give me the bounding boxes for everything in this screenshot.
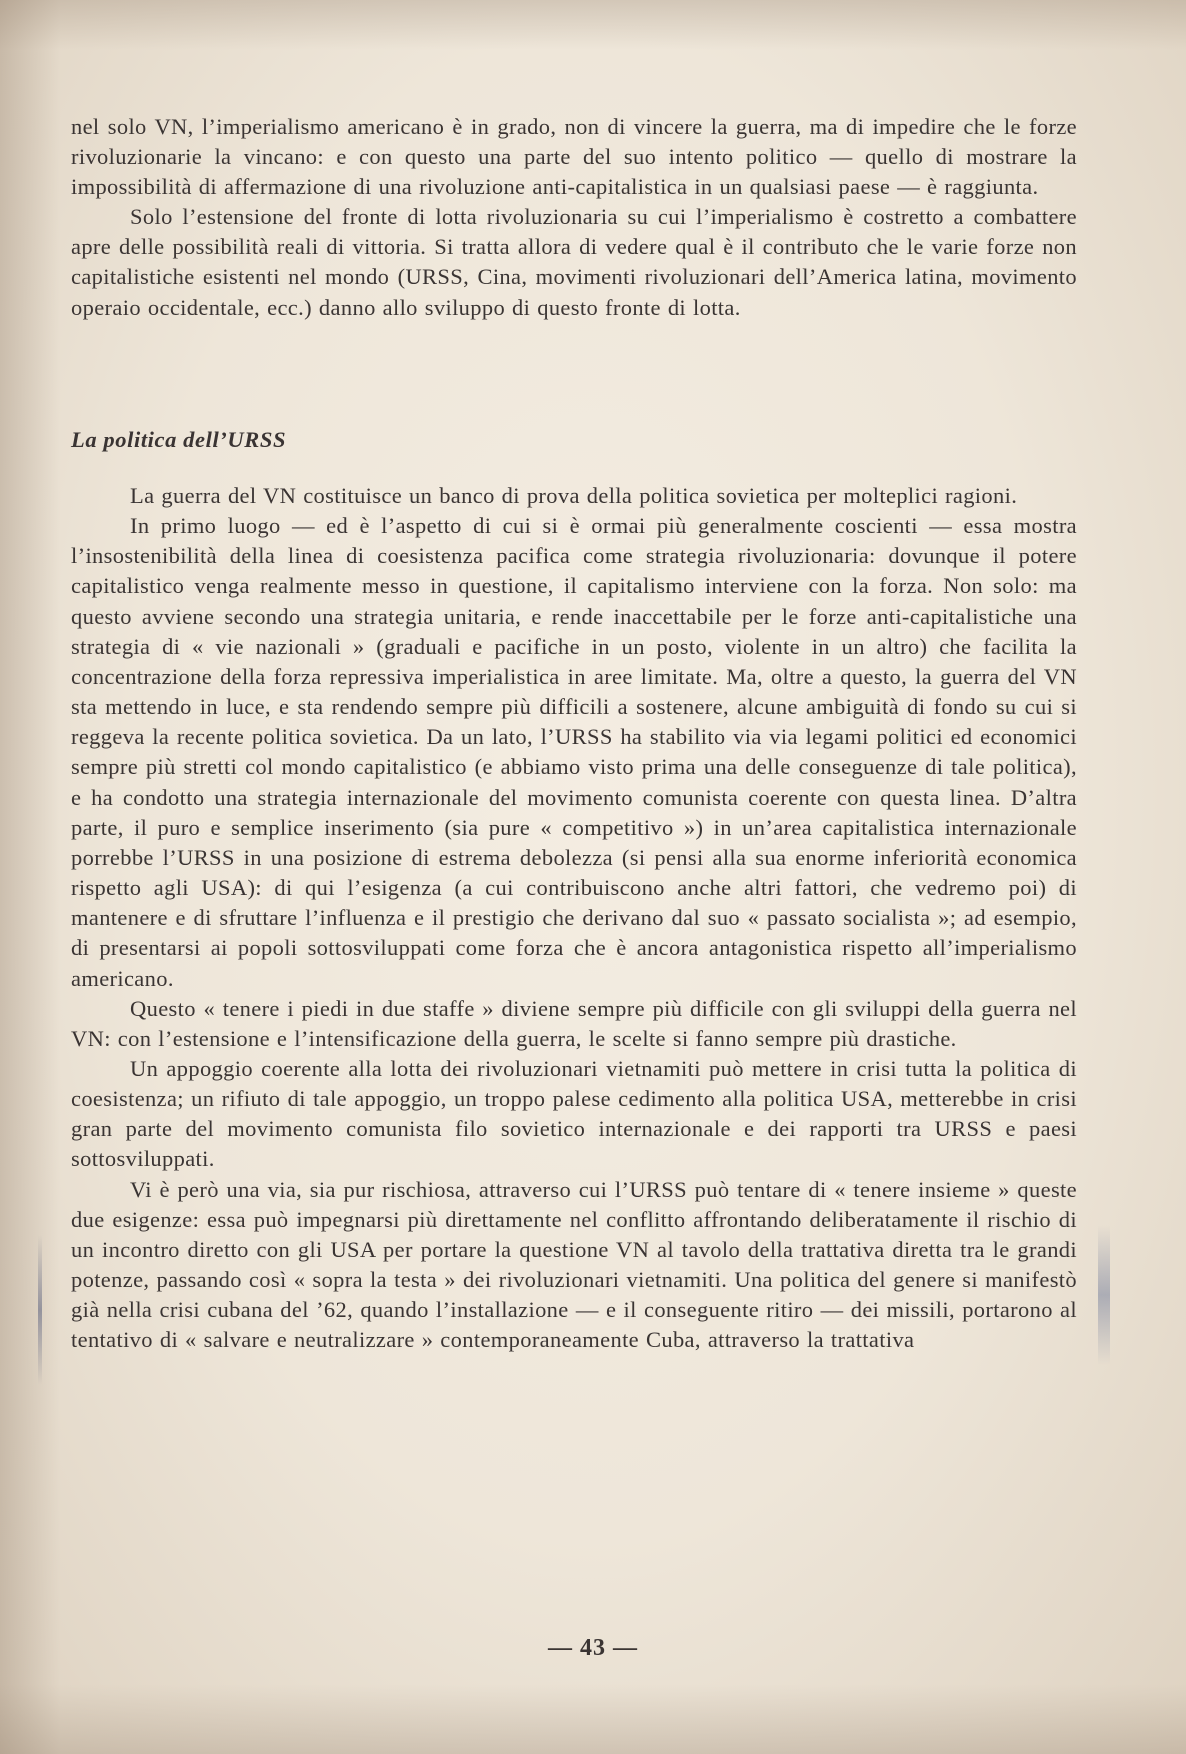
- paragraph-fronte-di-lotta: Solo l’estensione del fronte di lotta rivoluzionaria su cui l’imperialismo è costretto a combattere apre delle possibilità reali di vittoria. Si tratta allora di vedere qual è il contributo che le varie forze non capitalistiche esistenti nel mondo (URSS, Cina, movimenti rivoluzionari dell’America latina, movimento operaio occidentale, ecc.) danno allo sviluppo di questo fronte di lotta.: [71, 204, 1077, 320]
- paragraph-appoggio-coerente: Un appoggio coerente alla lotta dei rivoluzionari vietnamiti può mettere in crisi tutta la politica di coesistenza; un rifiuto di tale appoggio, un troppo palese cedimento alla politica USA, metterebbe in crisi gran parte del movimento comunista filo sovietico internazionale e dei rapporti tra URSS e paesi sottosviluppati.: [71, 1055, 1077, 1172]
- section-text-block: [71, 481, 1077, 1356]
- paragraph-una-via: Vi è però una via, sia pur rischiosa, attraverso cui l’URSS può tentare di « tenere insieme » queste due esigenze: essa può impegnarsi più direttamente nel conflitto affrontando deliberatamente il rischio di un incontro diretto con gli USA per portare la questione VN al tavolo della trattativa diretta tra le grandi potenze, passando così « sopra la testa » dei rivoluzionari vietnamiti. Una politica del genere si manifestò già nella crisi cubana del ’62, quando l’installazione — e il conseguente ritiro — dei missili, portarono al tentativo di « salvare e neutralizzare » contemporaneamente Cuba, attraverso la trattativa: [71, 1176, 1077, 1353]
- paragraph-in-primo-luogo: In primo luogo — ed è l’aspetto di cui si è ormai più generalmente coscienti — essa mostra l’insostenibilità della linea di coesistenza pacifica come strategia rivoluzionaria: dovunque il potere capitalistico venga realmente messo in questione, il capitalismo interviene con la forza. Non solo: ma questo avviene secondo una strategia unitaria, e rende inaccettabile per le forze anti-capitalistiche una strategia di « vie nazionali » (graduali e pacifiche in un posto, violente in un altro) che facilita la concentrazione della forza repressiva imperialistica in aree limitate. Ma, oltre a questo, la guerra del VN sta mettendo in luce, e sta rendendo sempre più difficili a sostenere, alcune ambiguità di fondo su cui si reggeva la recente politica sovietica. Da un lato, l’URSS ha stabilito via via legami politici ed economici sempre più stretti col mondo capitalistico (e abbiamo visto prima una delle conseguenze di tale politica), e ha condotto una strategia internazionale del movimento comunista coerente con questa linea. D’altra parte, il puro e semplice inserimento (sia pure « competitivo ») in un’area capitalistica internazionale porrebbe l’URSS in una posizione di estrema debolezza (si pensi alla sua enorme inferiorità economica rispetto agli USA): di qui l’esigenza (a cui contribuiscono anche altri fattori, che vedremo poi) di mantenere e di sfruttare l’influenza e il prestigio che derivano dal suo « passato socialista »; ad esempio, di presentarsi ai popoli sottosviluppati come forza che è ancora antagonistica rispetto all’imperialismo americano.: [71, 513, 1077, 991]
- left-edge-shadow: [0, 0, 60, 1754]
- right-margin-pencil-mark: [1098, 1225, 1110, 1365]
- bottom-edge-shadow: [0, 1684, 1186, 1754]
- intro-text-block: [71, 112, 1077, 323]
- left-margin-pencil-mark: [38, 1235, 42, 1385]
- paragraph-continuation: nel solo VN, l’imperialismo americano è in grado, non di vincere la guerra, ma di impedire che le forze rivoluzionarie la vincano: e con questo una parte del suo intento politico — quello di mostrare la impossibilità di affermazione di una rivoluzione anti-capitalistica in un qualsiasi paese — è raggiunta.: [71, 114, 1077, 200]
- page-number: — 43 —: [548, 1635, 638, 1661]
- paragraph-due-staffe: Questo « tenere i piedi in due staffe » diviene sempre più difficile con gli sviluppi della guerra nel VN: con l’estensione e l’intensificazione della guerra, le scelte si fanno sempre più drastiche.: [71, 995, 1077, 1051]
- top-edge-shadow: [0, 0, 1186, 50]
- paragraph-banco-di-prova: La guerra del VN costituisce un banco di prova della politica sovietica per molteplici ragioni.: [130, 483, 1018, 508]
- section-heading: La politica dell’URSS: [71, 427, 287, 452]
